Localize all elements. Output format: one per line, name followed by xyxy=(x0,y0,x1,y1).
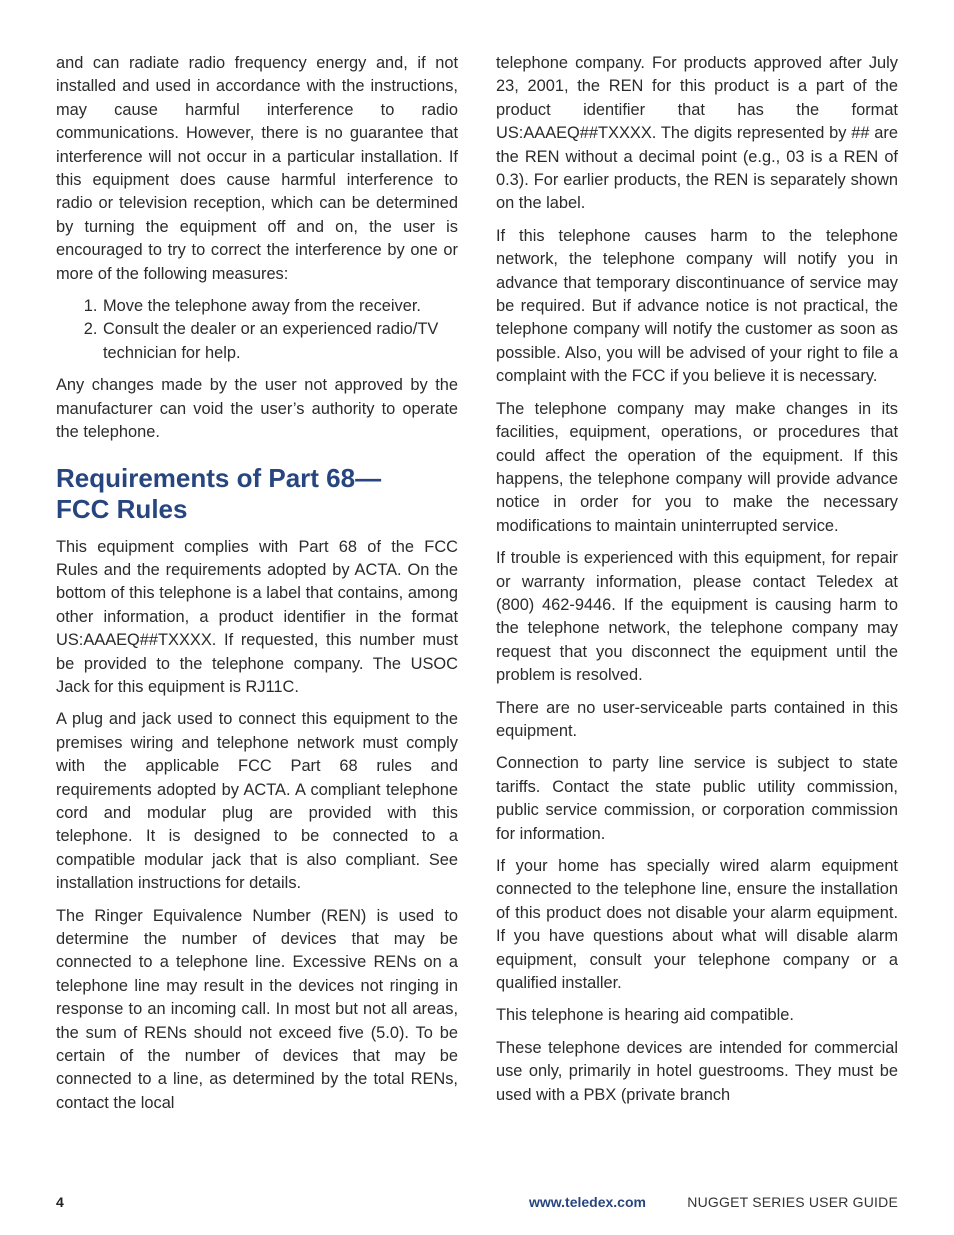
paragraph-network-harm: If this telephone causes harm to the telephone network, the telephone company will notify you in advance that temporary discontinuance of service may be required. But if advance notice is not practical, the telephone company will notify the customer as soon as possible. Also, you will be advised of your right to file a complaint with the FCC if you believe it is necessary. xyxy=(496,226,898,386)
guide-title: NUGGET SERIES USER GUIDE xyxy=(687,1194,898,1210)
paragraph-commercial-use: These telephone devices are intended for commercial use only, primarily in hotel guestrooms. They must be used with a PBX (private branch xyxy=(496,1038,898,1104)
section-heading-line1: Requirements of Part 68— xyxy=(56,462,382,493)
section-heading-line2: FCC Rules xyxy=(56,493,188,524)
interference-measures-list xyxy=(56,295,458,365)
paragraph-company-changes: The telephone company may make changes in its facilities, equipment, operations, or procedures that could affect the operation of the equipment. If this happens, the telephone company will provide advance notice in order for you to make the necessary modifications to maintain uninterrupted service. xyxy=(496,399,898,535)
right-column xyxy=(496,52,898,1116)
left-column xyxy=(56,52,458,1124)
page-number: 4 xyxy=(56,1194,64,1210)
section-heading xyxy=(56,463,458,525)
paragraph-trouble-contact: If trouble is experienced with this equipment, for repair or warranty information, please contact Teledex at (800) 462-9446. If the equipment is causing harm to the telephone network, the telephone company may request that you disconnect the equipment until the problem is resolved. xyxy=(496,549,898,685)
paragraph-no-serviceable-parts: There are no user-serviceable parts contained in this equipment. xyxy=(496,698,898,740)
paragraph-ren-continued: telephone company. For products approved after July 23, 2001, the REN for this product is a part of the product identifier that has the format US:AAAEQ##TXXXX. The digits represented by ## are the REN without a decimal point (e.g., 03 is a REN of 0.3). For earlier products, the REN is separately shown on the label. xyxy=(496,54,898,213)
paragraph-hearing-aid: This telephone is hearing aid compatible. xyxy=(496,1006,794,1025)
paragraph-plug-and-jack: A plug and jack used to connect this equipment to the premises wiring and telephone network must comply with the applicable FCC Part 68 rules and requirements adopted by ACTA. A compliant telephone cord and modular plug are provided with this telephone. It is designed to be connected to a compatible modular jack that is also compliant. See installation instructions for details. xyxy=(56,710,458,893)
page-footer xyxy=(56,1194,898,1214)
paragraph-ren: The Ringer Equivalence Number (REN) is used to determine the number of devices that may be connected to a telephone line. Excessive RENs on a telephone line may result in the devices not ringing in response to an incoming call. In most but not all areas, the sum of RENs should not exceed five (5.0). To be certain of the number of devices that may be connected to a line, as determined by the total RENs, contact the local xyxy=(56,906,458,1112)
paragraph-interference: and can radiate radio frequency energy and, if not installed and used in accordance with the instructions, may cause harmful interference to radio communications. However, there is no guarantee that interference will not occur in a particular installation. If this equipment does cause harmful interference to radio or television reception, which can be determined by turning the equipment off and on, the user is encouraged to try to correct the interference by one or more of the following measures: xyxy=(56,54,458,283)
website-link[interactable]: www.teledex.com xyxy=(529,1194,646,1210)
paragraph-part68-compliance: This equipment complies with Part 68 of the FCC Rules and the requirements adopted by ACTA. On the bottom of this telephone is a label that contains, among other information, a product identifier in the format US:AAAEQ##TXXXX. If requested, this number must be provided to the telephone company. The USOC Jack for this equipment is RJ11C. xyxy=(56,537,458,696)
paragraph-alarm-equipment: If your home has specially wired alarm equipment connected to the telephone line, ensure the installation of this product does not disable your alarm equipment. If you have questions about what will disable alarm equipment, consult your telephone company or a qualified installer. xyxy=(496,857,898,993)
list-item: 1. Move the telephone away from the receiver. xyxy=(102,295,458,318)
paragraph-party-line: Connection to party line service is subject to state tariffs. Contact the state public utility commission, public service commission, or corporation commission for information. xyxy=(496,754,898,843)
list-item: 2. Consult the dealer or an experienced radio/TV technician for help. xyxy=(102,318,458,365)
paragraph-unauthorized-changes: Any changes made by the user not approved by the manufacturer can void the user’s authority to operate the telephone. xyxy=(56,376,458,442)
